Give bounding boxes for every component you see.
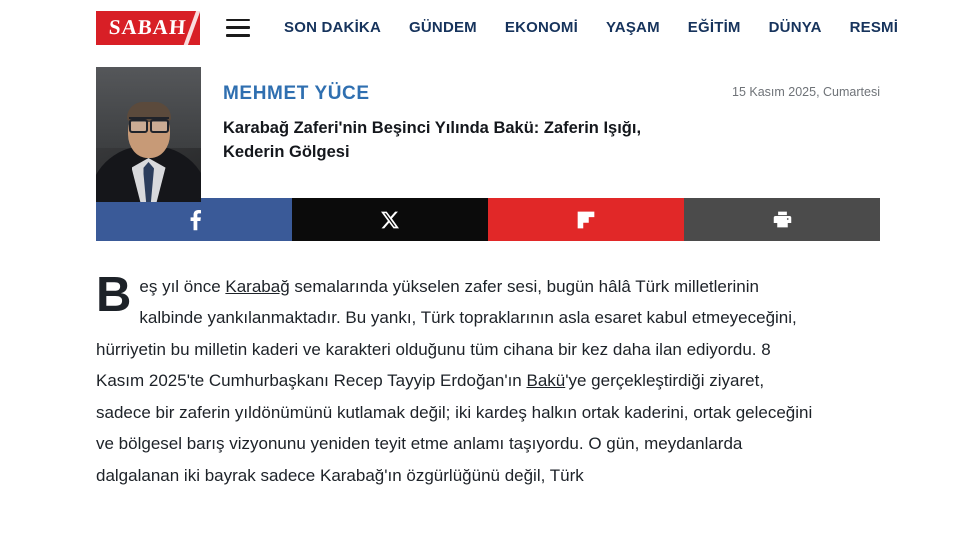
article-container: [96, 55, 880, 540]
nav-item-egitim[interactable]: EĞİTİM: [687, 19, 741, 36]
share-bar: [96, 198, 880, 241]
right-gutter: [880, 55, 975, 540]
nav-item-ekonomi[interactable]: EKONOMİ: [504, 19, 578, 36]
print-button[interactable]: [684, 198, 880, 241]
link-karabag[interactable]: Karabağ: [225, 277, 290, 296]
article-title: Karabağ Zaferi'nin Beşinci Yılında Bakü: Zaferin Işığı, Kederin Gölgesi: [223, 119, 642, 161]
nav-item-son-dakika[interactable]: SON DAKİKA: [284, 19, 382, 36]
nav-item-list: [270, 0, 912, 55]
paragraph-segment-2: semalarında yükselen zafer sesi, bugün hâlâ Türk milletlerinin kalbinde yankılanmaktadır. Bu yankı, Türk topraklarının asla esaret kabul etmeyeceğini, hürriyetin bu milletin kaderi ve karakteri olduğunu tüm cihana bir kez daha ilan ediyordu. 8 Kasım 2025'te Cumhurbaşkanı Recep Tayyip Erdoğan'ın: [96, 277, 797, 391]
hamburger-menu-icon[interactable]: [226, 19, 250, 37]
article-body: [96, 268, 816, 491]
nav-item-resmi[interactable]: RESMİ: [849, 19, 899, 36]
nav-item-gundem[interactable]: GÜNDEM: [409, 19, 477, 36]
nav-item-yasam[interactable]: YAŞAM: [605, 19, 660, 36]
paragraph-segment-3: 'ye gerçekleştirdiği ziyaret, sadece bir zaferin yıldönümünü kutlamak değil; iki kardeş halkın ortak kaderini, ortak geleceğini ve bölgesel barış vizyonunu yeniden teyit etme anlamı taşıyordu. O gün, meydanlarda dalgalanan iki bayrak sadece Karabağ'ın özgürlüğünü değil, Türk: [96, 371, 813, 485]
dropcap-letter: B: [96, 268, 132, 322]
x-share-button[interactable]: [292, 198, 488, 241]
x-twitter-icon: [380, 210, 400, 230]
sabah-logo[interactable]: [96, 11, 200, 45]
top-navigation-bar: [0, 0, 975, 56]
printer-icon: [772, 209, 793, 230]
flipboard-share-button[interactable]: [488, 198, 684, 241]
article-date: 15 Kasım 2025, Cumartesi: [732, 85, 880, 99]
sabah-logo-text: SABAH: [108, 15, 188, 39]
left-gutter: [0, 55, 96, 540]
author-header: [96, 55, 880, 190]
author-name[interactable]: MEHMET YÜCE: [223, 83, 370, 104]
author-meta: [201, 67, 880, 190]
flipboard-icon: [576, 210, 596, 230]
paragraph-segment-1: eş yıl önce: [139, 277, 226, 296]
link-baku[interactable]: Bakü: [526, 371, 566, 391]
author-photo: [96, 67, 201, 202]
nav-item-dunya[interactable]: DÜNYA: [768, 19, 822, 36]
facebook-share-button[interactable]: [96, 198, 292, 241]
facebook-icon: [185, 209, 204, 231]
